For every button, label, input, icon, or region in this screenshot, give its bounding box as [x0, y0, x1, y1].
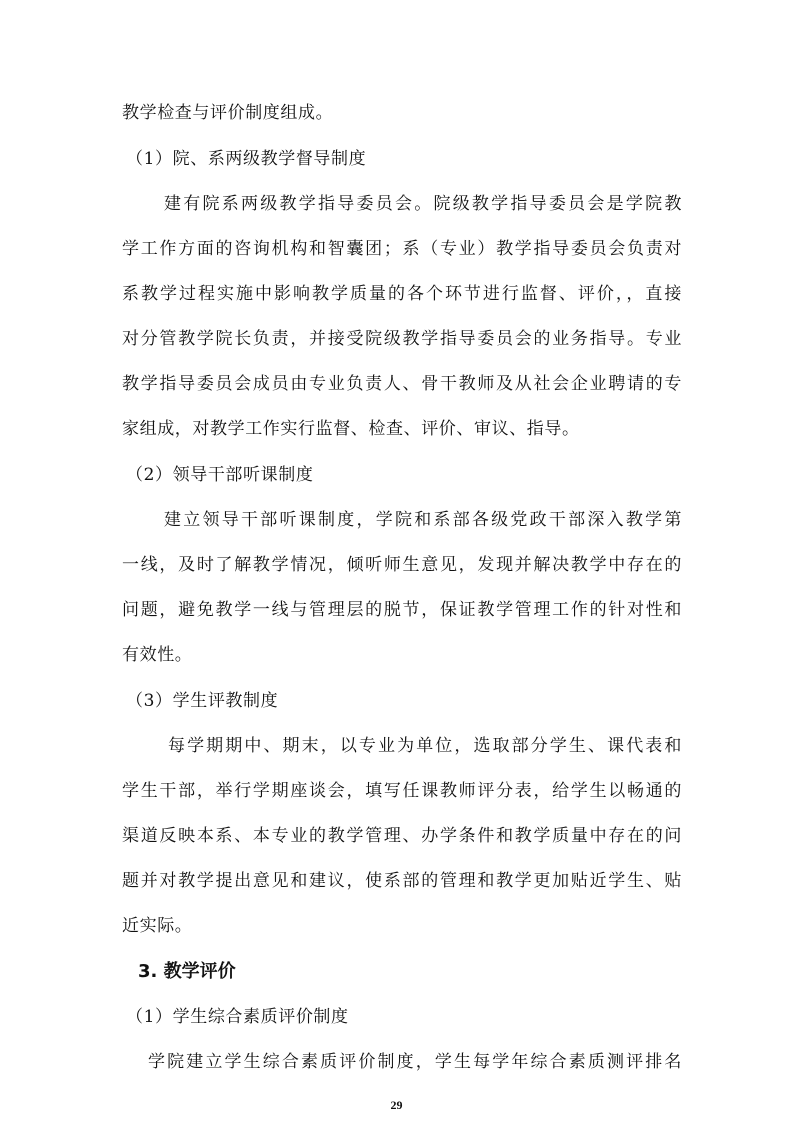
paragraph-line: 学工作方面的咨询机构和智囊团；系（专业）教学指导委员会负责对 — [122, 239, 682, 259]
paragraph-line: 对分管教学院长负责，并接受院级教学指导委员会的业务指导。专业 — [122, 329, 682, 349]
paragraph-line: 每学期期中、期末，以专业为单位，选取部分学生、课代表和 — [168, 736, 682, 756]
paragraph-line: 学院建立学生综合素质评价制度，学生每学年综合素质测评排名 — [148, 1052, 682, 1072]
subsection-heading: （1）学生综合素质评价制度 — [126, 1007, 349, 1027]
paragraph-line: 教学检查与评价制度组成。 — [122, 103, 334, 123]
paragraph-line: 系教学过程实施中影响教学质量的各个环节进行监督、评价，，直接 — [122, 284, 682, 304]
paragraph-line: 近实际。 — [122, 916, 193, 936]
paragraph-line: 建立领导干部听课制度，学院和系部各级党政干部深入教学第 — [164, 510, 682, 530]
paragraph-line: 教学指导委员会成员由专业负责人、骨干教师及从社会企业聘请的专 — [122, 374, 682, 394]
page-number: 29 — [390, 1098, 403, 1112]
subsection-heading: （3）学生评教制度 — [126, 691, 279, 711]
paragraph-line: 渠道反映本系、本专业的教学管理、办学条件和教学质量中存在的问 — [122, 826, 682, 846]
paragraph-line: 有效性。 — [122, 645, 193, 665]
section-heading: 3. 教学评价 — [138, 961, 236, 982]
subsection-heading: （1）院、系两级教学督导制度 — [126, 149, 367, 169]
paragraph-line: 学生干部，举行学期座谈会，填写任课教师评分表，给学生以畅通的 — [122, 781, 682, 801]
paragraph-line: 家组成，对教学工作实行监督、检查、评价、审议、指导。 — [122, 419, 580, 439]
paragraph-line: 问题，避免教学一线与管理层的脱节，保证教学管理工作的针对性和 — [122, 600, 682, 620]
subsection-heading: （2）领导干部听课制度 — [126, 465, 314, 485]
paragraph-line: 建有院系两级教学指导委员会。院级教学指导委员会是学院教 — [164, 194, 682, 214]
paragraph-line: 一线，及时了解教学情况，倾听师生意见，发现并解决教学中存在的 — [122, 555, 682, 575]
paragraph-line: 题并对教学提出意见和建议，使系部的管理和教学更加贴近学生、贴 — [122, 871, 682, 891]
